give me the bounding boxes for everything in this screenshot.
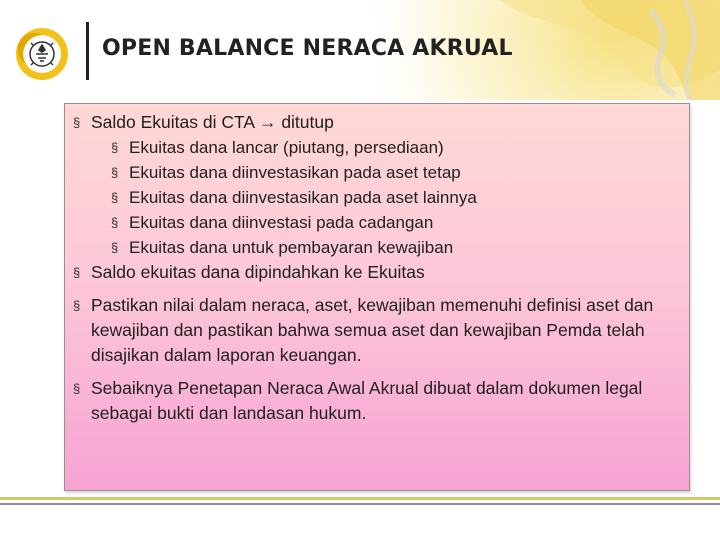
bullet-item bbox=[73, 376, 679, 426]
bullet-text: Ekuitas dana diinvestasi pada cadangan bbox=[129, 213, 434, 232]
sub-bullet-item bbox=[111, 185, 679, 210]
slide-title: OPEN BALANCE NERACA AKRUAL bbox=[102, 36, 513, 61]
bullet-text: Ekuitas dana untuk pembayaran kewajiban bbox=[129, 238, 454, 257]
bullet-item bbox=[73, 110, 679, 135]
content-box bbox=[64, 103, 690, 491]
sub-bullet-item bbox=[111, 135, 679, 160]
bullet-text: Ekuitas dana lancar (piutang, persediaan) bbox=[129, 138, 444, 157]
bullet-marker: § bbox=[111, 240, 119, 255]
bullet-text: Ekuitas dana diinvestasikan pada aset lainnya bbox=[129, 188, 477, 207]
bullet-text: Saldo Ekuitas di CTA → ditutup bbox=[91, 112, 334, 132]
bullet-marker: § bbox=[73, 115, 81, 130]
bullet-marker: § bbox=[111, 165, 119, 180]
sub-bullet-item bbox=[111, 235, 679, 260]
bullet-marker: § bbox=[111, 190, 119, 205]
bullet-marker: § bbox=[111, 215, 119, 230]
bullet-item bbox=[73, 293, 679, 368]
university-logo-icon bbox=[14, 26, 70, 82]
bullet-text: Sebaiknya Penetapan Neraca Awal Akrual dibuat dalam dokumen legal sebagai bukti dan landasan hukum. bbox=[91, 378, 643, 423]
bullet-marker: § bbox=[73, 381, 81, 396]
sub-bullet-item bbox=[111, 160, 679, 185]
footer-divider-gold bbox=[0, 497, 720, 500]
bullet-marker: § bbox=[73, 265, 81, 280]
bullet-list bbox=[73, 110, 679, 426]
title-divider bbox=[86, 22, 89, 80]
bullet-text: Saldo ekuitas dana dipindahkan ke Ekuitas bbox=[91, 262, 425, 282]
bullet-text: Pastikan nilai dalam neraca, aset, kewajiban memenuhi definisi aset dan kewajiban dan pastikan bahwa semua aset dan kewajiban Pemda telah disajikan dalam laporan keuangan. bbox=[91, 295, 654, 365]
bullet-marker: § bbox=[111, 140, 119, 155]
footer-divider bbox=[0, 503, 720, 505]
sub-bullet-item bbox=[111, 210, 679, 235]
header bbox=[0, 0, 720, 100]
bullet-text: Ekuitas dana diinvestasikan pada aset tetap bbox=[129, 163, 461, 182]
bullet-item bbox=[73, 260, 679, 285]
bullet-marker: § bbox=[73, 298, 81, 313]
